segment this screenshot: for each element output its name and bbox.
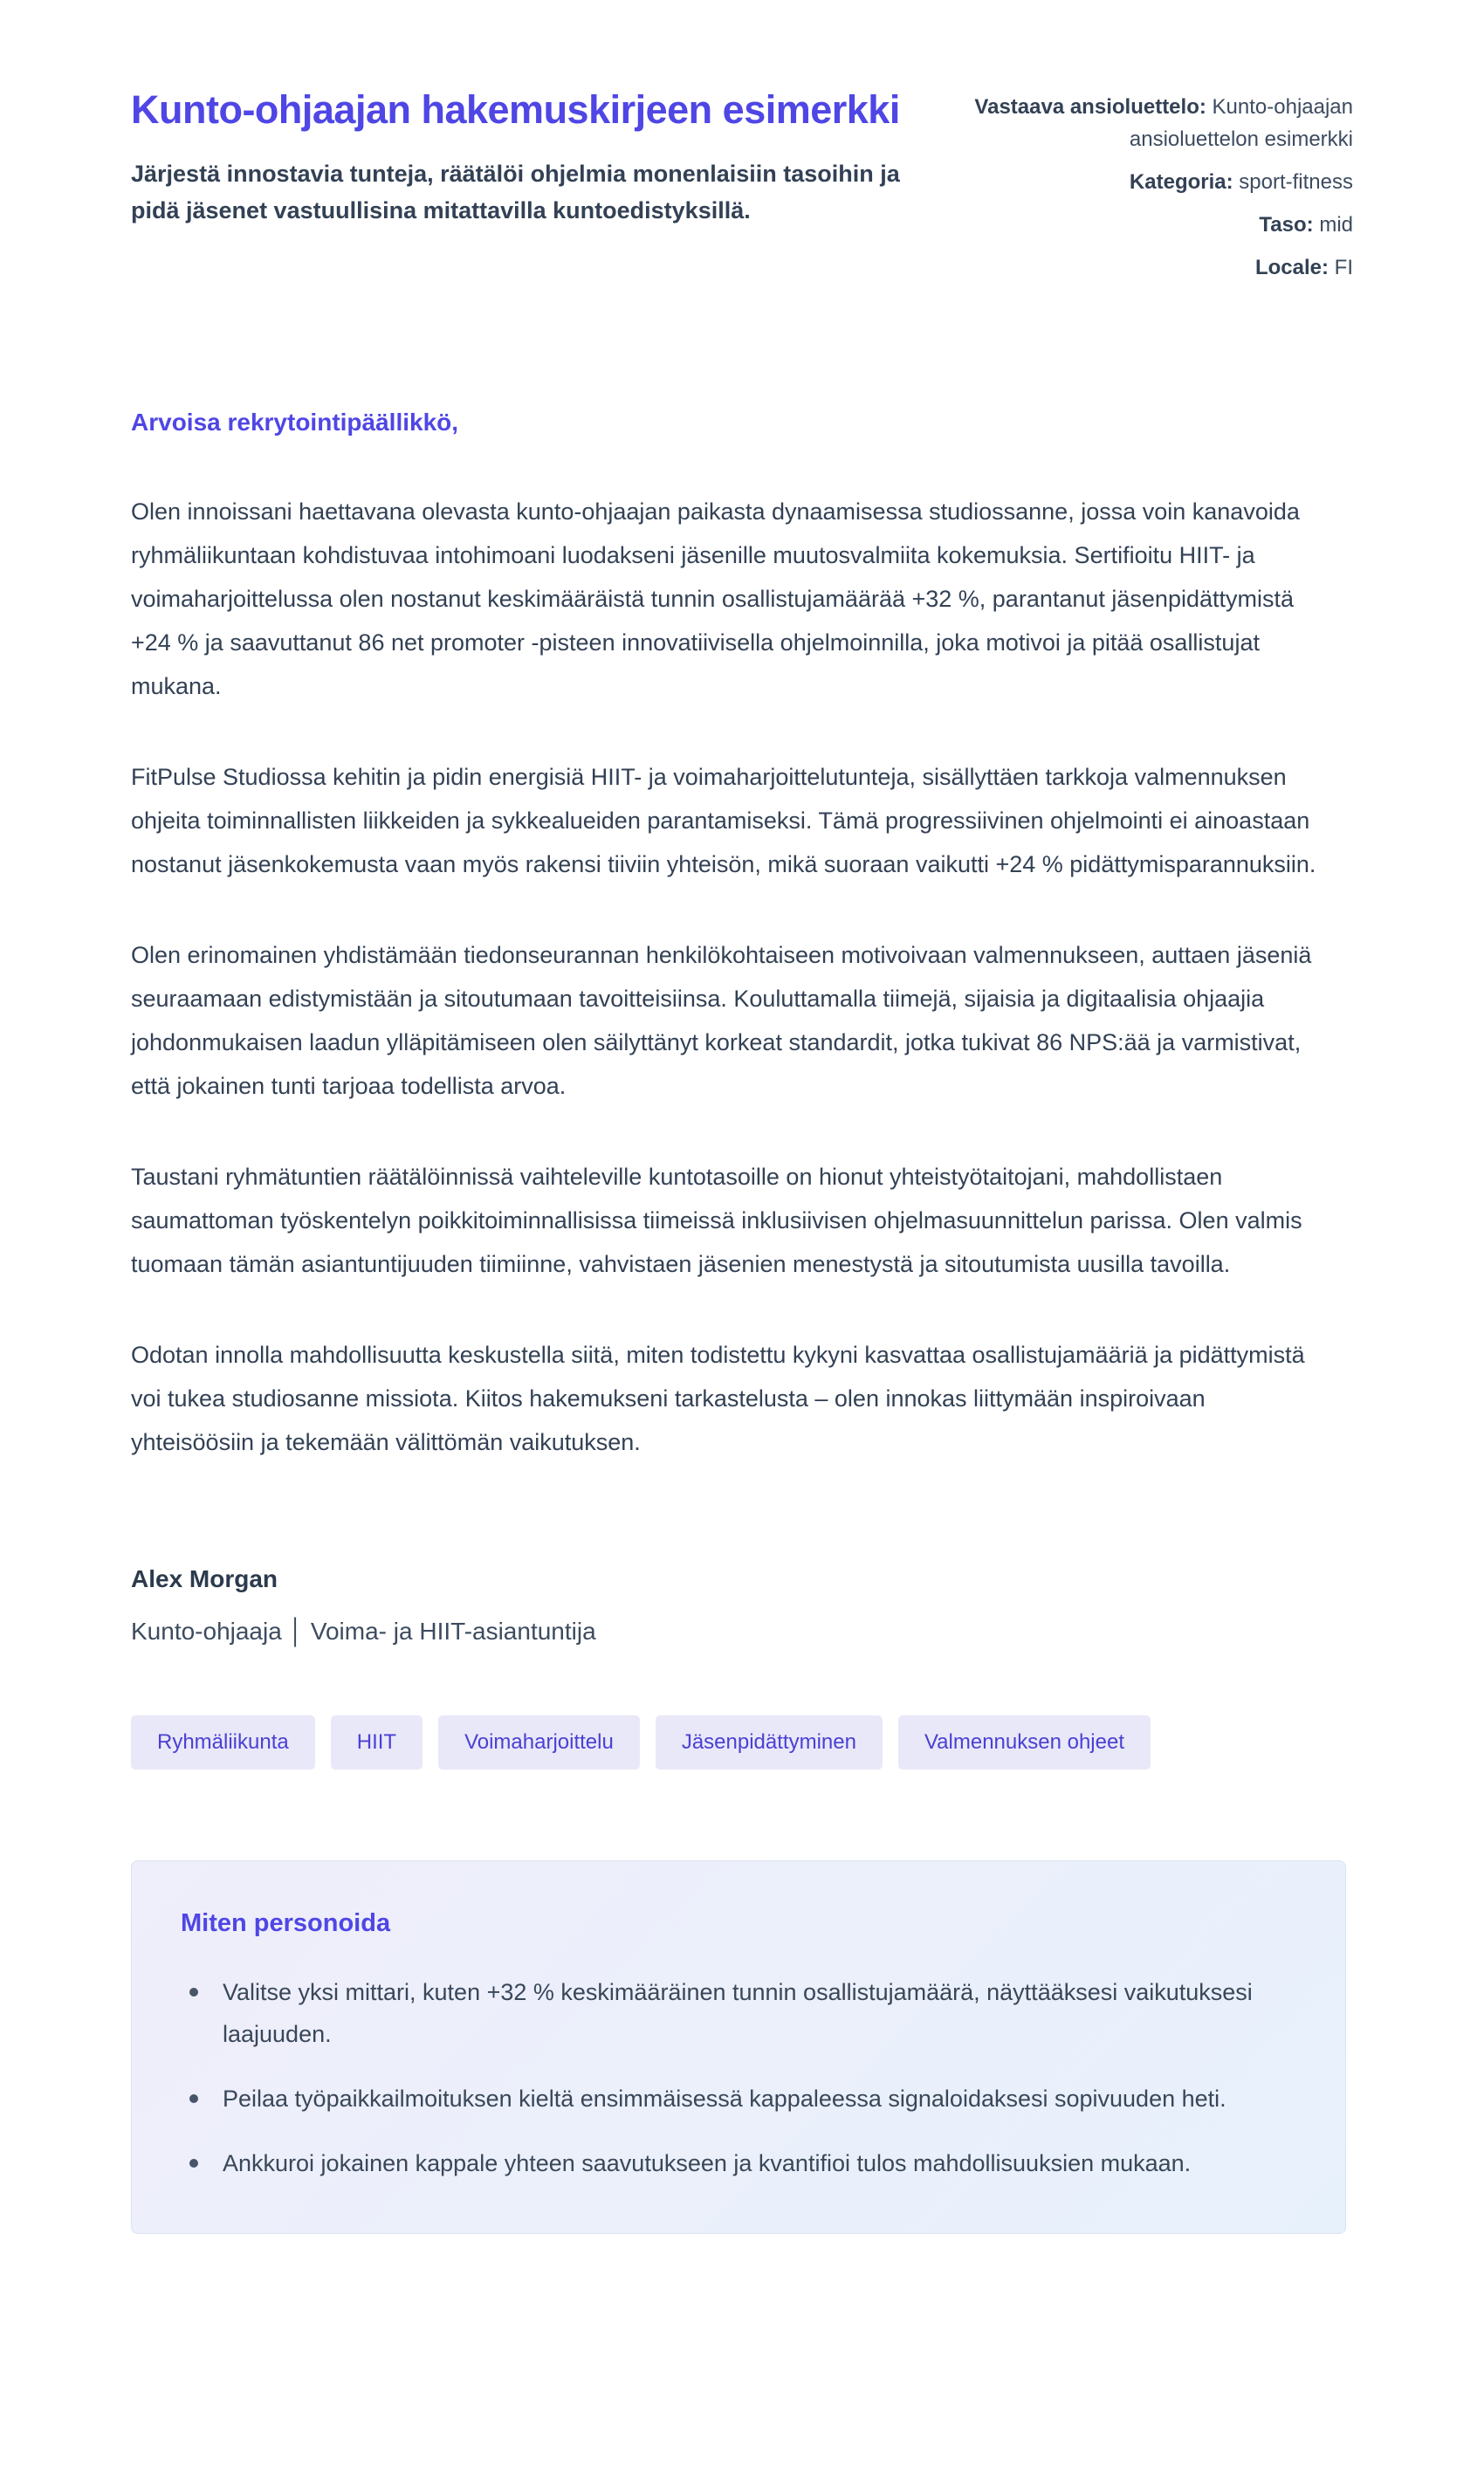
meta-row-category <box>969 166 1353 198</box>
header-title-block <box>131 84 934 229</box>
letter-paragraph-1: Olen innoissani haettavana olevasta kunto-ohjaajan paikasta dynaamisessa studiossanne, jossa voin kanavoida ryhmäliikuntaan kohdistuvaa intohimoani luodakseni jäsenille muutosvalmiita kokemuksia. Sertifioitu HIIT- ja voimaharjoittelussa olen nostanut keskimääräistä tunnin osallistujamäärää +32 %, parantanut jäsenpidättymistä +24 % ja saavuttanut 86 net promoter -pisteen innovatiivisella ohjelmoinnilla, joka motivoi ja pitää osallistujat mukana. <box>131 498 1300 699</box>
tag-pill-member-retention[interactable]: Jäsenpidättyminen <box>656 1715 883 1770</box>
signature-name: Alex Morgan <box>131 1565 278 1592</box>
meta-row-locale <box>969 251 1353 284</box>
signature-role: Kunto-ohjaaja │ Voima- ja HIIT-asiantuntija <box>131 1618 596 1645</box>
meta-label-matching-resume: Vastaava ansioluettelo: <box>974 95 1206 119</box>
callout-list <box>181 1971 1296 2184</box>
meta-value-category: sport-fitness <box>1239 170 1353 194</box>
page-title: Kunto-ohjaajan hakemuskirjeen esimerkki <box>131 87 900 132</box>
letter-salutation: Arvoisa rekrytointipäällikkö, <box>131 409 459 436</box>
meta-label-locale: Locale: <box>1254 256 1329 279</box>
meta-row-level <box>969 209 1353 241</box>
callout-item-3: Ankkuroi jokainen kappale yhteen saavutukseen ja kvantifioi tulos mahdollisuuksien mukaan. <box>181 2142 1263 2184</box>
page-header <box>131 84 1353 294</box>
tag-pill-coaching-cues[interactable]: Valmennuksen ohjeet <box>898 1715 1151 1770</box>
letter-paragraph-4: Taustani ryhmätuntien räätälöinnissä vaihteleville kuntotasoille on hionut yhteistyötaitojani, mahdollistaen saumattoman työskentelyn poikkitoiminnallisissa tiimeissä inklusiivisen ohjelmasuunnittelun parissa. Olen valmis tuomaan tämän asiantuntijuuden tiimiinne, vahvistaen jäsenien menestystä ja sitoutumista uusilla tavoilla. <box>131 1164 1302 1277</box>
callout-item-2: Peilaa työpaikkailmoituksen kieltä ensimmäisessä kappaleessa signaloidaksesi sopivuuden heti. <box>181 2078 1263 2120</box>
callout-item-1: Valitse yksi mittari, kuten +32 % keskimääräinen tunnin osallistujamäärä, näyttääksesi vaikutuksesi laajuuden. <box>181 1971 1263 2055</box>
letter-paragraph-2: FitPulse Studiossa kehitin ja pidin energisiä HIIT- ja voimaharjoittelutunteja, sisällyttäen tarkkoja valmennuksen ohjeita toiminnallisten liikkeiden ja sykkealueiden parantamiseksi. Tämä progressiivinen ohjelmointi ei ainoastaan nostanut jäsenkokemusta vaan myös rakensi tiiviin yhteisön, mikä suoraan vaikutti +24 % pidättymisparannuksiin. <box>131 764 1316 877</box>
meta-row-matching-resume <box>969 91 1353 155</box>
callout-title: Miten personoida <box>181 1909 391 1937</box>
page-subtitle: Järjestä innostavia tunteja, räätälöi ohjelmia monenlaisiin tasoihin ja pidä jäsenet vastuullisina mitattavilla kuntoedistyksillä. <box>131 161 900 223</box>
meta-panel <box>969 91 1353 294</box>
tag-pill-hiit[interactable]: HIIT <box>331 1715 423 1770</box>
meta-label-category: Kategoria: <box>1129 170 1233 194</box>
meta-value-locale: FI <box>1334 256 1353 279</box>
meta-label-level: Taso: <box>1259 213 1314 237</box>
tag-pill-strength-training[interactable]: Voimaharjoittelu <box>438 1715 640 1770</box>
letter-paragraph-5: Odotan innolla mahdollisuutta keskustella siitä, miten todistettu kykyni kasvattaa osallistujamääriä ja pidättymistä voi tukea studiosanne missiota. Kiitos hakemukseni tarkastelusta – olen innokas liittymään inspiroivaan yhteisöösiin ja tekemään välittömän vaikutuksen. <box>131 1342 1305 1455</box>
meta-value-matching-resume: Kunto-ohjaajan ansioluettelon esimerkki <box>1129 95 1353 151</box>
signature-block <box>131 1562 1318 1649</box>
personalization-callout <box>131 1860 1346 2234</box>
letter-body <box>131 404 1318 1649</box>
tag-list <box>131 1715 1353 1770</box>
meta-value-level: mid <box>1319 213 1353 237</box>
letter-paragraph-3: Olen erinomainen yhdistämään tiedonseurannan henkilökohtaiseen motivoivaan valmennukseen, auttaen jäseniä seuraamaan edistymistään ja sitoutumaan tavoitteisiinsa. Kouluttamalla tiimejä, sijaisia ja digitaalisia ohjaajia johdonmukaisen laadun ylläpitämiseen olen säilyttänyt korkeat standardit, jotka tukivat 86 NPS:ää ja varmistivat, että jokainen tunti tarjoaa todellista arvoa. <box>131 942 1312 1099</box>
tag-pill-group-fitness[interactable]: Ryhmäliikunta <box>131 1715 315 1770</box>
